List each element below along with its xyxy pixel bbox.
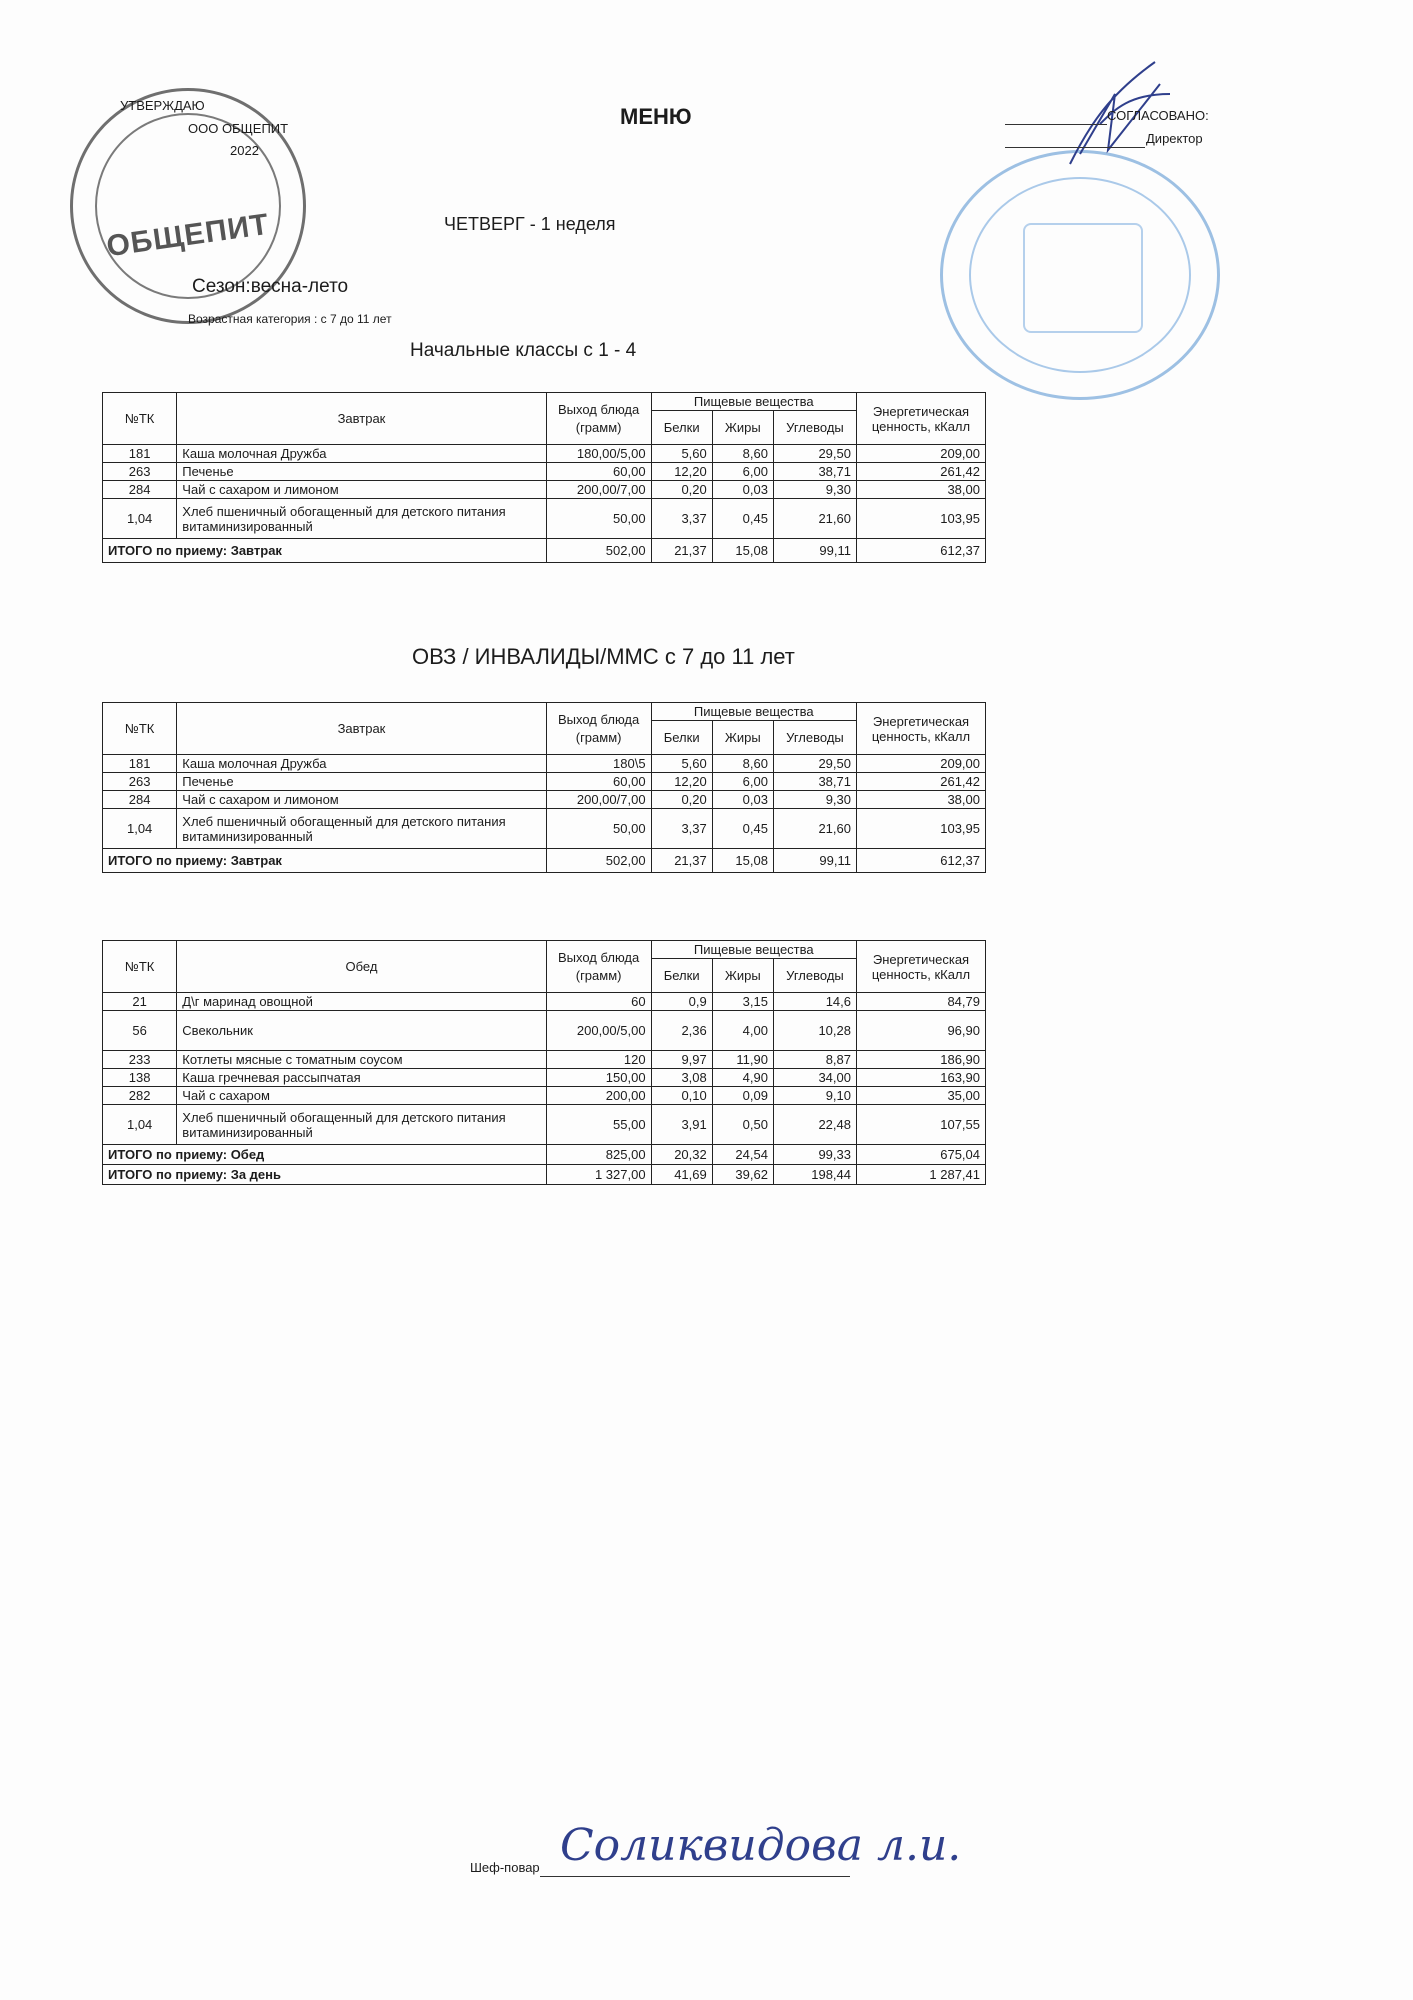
table-row: 263 Печенье 60,00 12,20 6,00 38,71 261,42 [103, 773, 986, 791]
header-protein: Белки [651, 411, 712, 445]
table-row: 263 Печенье 60,00 12,20 6,00 38,71 261,42 [103, 463, 986, 481]
header-energy: Энергетическая ценность, кКалл [857, 941, 986, 993]
header-nutrients: Пищевые вещества [651, 393, 856, 411]
signature-line [540, 1876, 850, 1877]
table-row: 181 Каша молочная Дружба 180\5 5,60 8,60 29,50 209,00 [103, 755, 986, 773]
signature-line [1005, 124, 1107, 125]
menu-table-breakfast-ovz [102, 702, 986, 873]
approve-title: УТВЕРЖДАЮ [120, 98, 205, 113]
page-title: МЕНЮ [620, 104, 692, 129]
header-meal: Завтрак [177, 393, 546, 445]
header-out: Выход блюда (грамм) [546, 941, 651, 993]
header-nutrients: Пищевые вещества [651, 703, 856, 721]
menu-table-lunch-ovz [102, 940, 986, 1185]
header-meal: Завтрак [177, 703, 546, 755]
day-total-row: ИТОГО по приему: За день 1 327,00 41,69 39,62 198,44 1 287,41 [103, 1165, 986, 1185]
header-tk: №ТК [103, 393, 177, 445]
section-title-primary: Начальные классы с 1 - 4 [410, 340, 637, 361]
header-out: Выход блюда (грамм) [546, 393, 651, 445]
day-label: ЧЕТВЕРГ - 1 неделя [444, 214, 616, 234]
menu-table-breakfast-primary [102, 392, 986, 563]
table-row: 1,04 Хлеб пшеничный обогащенный для детского питания витаминизированный 50,00 3,37 0,45 21,60 103,95 [103, 499, 986, 539]
header-tk: №ТК [103, 941, 177, 993]
section-title-ovz: ОВЗ / ИНВАЛИДЫ/ММС с 7 до 11 лет [412, 644, 795, 669]
table-row: 284 Чай с сахаром и лимоном 200,00/7,00 0,20 0,03 9,30 38,00 [103, 791, 986, 809]
agree-title: СОГЛАСОВАНО: [1107, 108, 1209, 123]
header-carbs: Углеводы [773, 959, 856, 993]
approve-org: ООО ОБЩЕПИТ [188, 121, 289, 136]
header-energy: Энергетическая ценность, кКалл [857, 393, 986, 445]
table-row: 56 Свекольник 200,00/5,00 2,36 4,00 10,28 96,90 [103, 1011, 986, 1051]
table-row: 1,04 Хлеб пшеничный обогащенный для детского питания витаминизированный 50,00 3,37 0,45 21,60 103,95 [103, 809, 986, 849]
total-row: ИТОГО по приему: Завтрак 502,00 21,37 15,08 99,11 612,37 [103, 539, 986, 563]
table-row: 21 Д\г маринад овощной 60 0,9 3,15 14,6 84,79 [103, 993, 986, 1011]
header-energy: Энергетическая ценность, кКалл [857, 703, 986, 755]
approve-year: 2022 [230, 143, 259, 158]
header-carbs: Углеводы [773, 411, 856, 445]
total-row: ИТОГО по приему: Обед 825,00 20,32 24,54 99,33 675,04 [103, 1145, 986, 1165]
header-fat: Жиры [712, 959, 773, 993]
header-fat: Жиры [712, 411, 773, 445]
age-category: Возрастная категория : с 7 до 11 лет [188, 312, 392, 326]
signature-line [1005, 147, 1145, 148]
school-stamp [940, 150, 1220, 400]
header-carbs: Углеводы [773, 721, 856, 755]
chef-signature: Соликвидова л.и. [560, 1820, 962, 1871]
header-out: Выход блюда (грамм) [546, 703, 651, 755]
total-row: ИТОГО по приему: Завтрак 502,00 21,37 15,08 99,11 612,37 [103, 849, 986, 873]
table-row: 284 Чай с сахаром и лимоном 200,00/7,00 0,20 0,03 9,30 38,00 [103, 481, 986, 499]
table-row: 233 Котлеты мясные с томатным соусом 120 9,97 11,90 8,87 186,90 [103, 1051, 986, 1069]
agree-role: Директор [1146, 131, 1203, 146]
table-row: 138 Каша гречневая рассыпчатая 150,00 3,08 4,90 34,00 163,90 [103, 1069, 986, 1087]
table-row: 181 Каша молочная Дружба 180,00/5,00 5,60 8,60 29,50 209,00 [103, 445, 986, 463]
table-row: 1,04 Хлеб пшеничный обогащенный для детского питания витаминизированный 55,00 3,91 0,50 22,48 107,55 [103, 1105, 986, 1145]
stamp-text: ОБЩЕПИТ [104, 207, 272, 264]
header-protein: Белки [651, 721, 712, 755]
table-row: 282 Чай с сахаром 200,00 0,10 0,09 9,10 35,00 [103, 1087, 986, 1105]
header-fat: Жиры [712, 721, 773, 755]
header-meal: Обед [177, 941, 546, 993]
chef-label: Шеф-повар [470, 1860, 540, 1875]
header-nutrients: Пищевые вещества [651, 941, 856, 959]
header-protein: Белки [651, 959, 712, 993]
header-tk: №ТК [103, 703, 177, 755]
season-label: Сезон:весна-лето [192, 276, 349, 297]
